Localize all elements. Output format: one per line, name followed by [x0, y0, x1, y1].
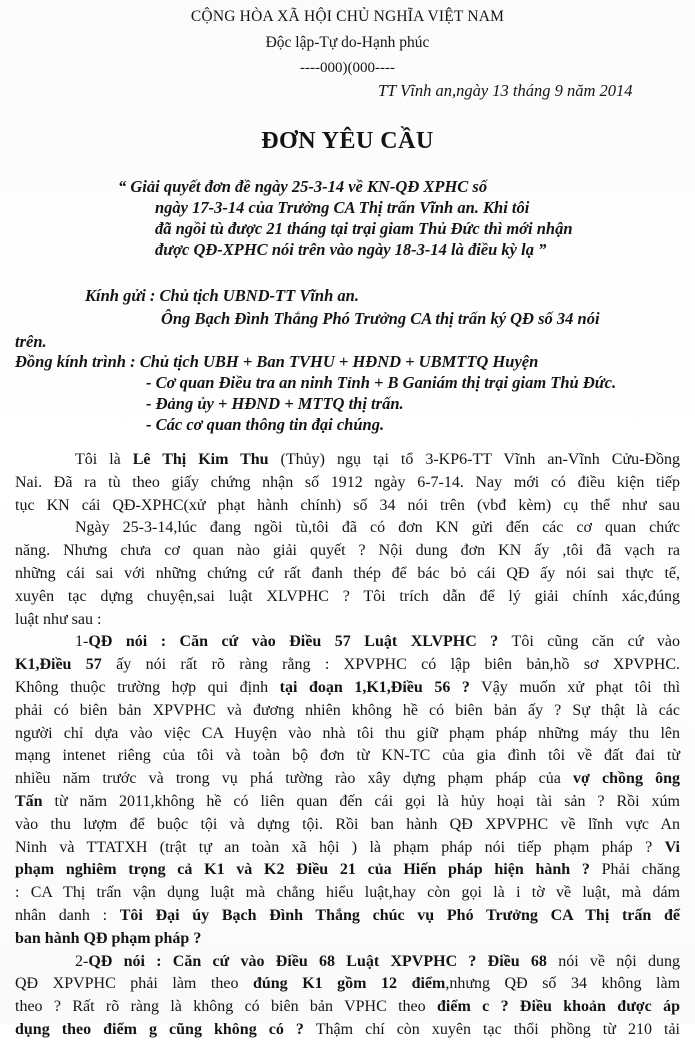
addressee-line: Kính gửi : Chủ tịch UBND-TT Vĩnh an.: [85, 286, 359, 305]
body-line: ban hành QĐ phạm pháp ?: [15, 929, 202, 947]
addressee-line: trên.: [15, 332, 47, 351]
cc-item: - Cơ quan Điều tra an ninh Tỉnh + B Ganiám thị trại giam Thủ Đức.: [146, 373, 617, 392]
body-line: Nai. Đã ra tù theo giấy chứng nhận số 1912 ngày 6-7-14. Nay mới có điều kiện tiếp: [15, 473, 680, 491]
body-line: năng. Nhưng chưa cơ quan nào giải quyết ? Nội dung đơn KN ấy ,tôi đã vạch ra: [15, 542, 680, 560]
subject-line: ngày 17-3-14 của Trưởng CA Thị trấn Vĩnh an. Khi tôi: [155, 198, 530, 217]
header-separator: ----000)(000----: [300, 60, 395, 76]
body-line: 1-QĐ nói : Căn cứ vào Điều 57 Luật XLVPHC ? Tôi cũng căn cứ vào: [75, 633, 681, 651]
body-line: nhân danh : Tôi Đại úy Bạch Đình Thắng chúc vụ Phó Trưởng CA Thị trấn để: [15, 906, 680, 924]
body-line: luật như sau :: [15, 610, 102, 628]
cc-line: Đồng kính trình : Chủ tịch UBH + Ban TVHU + HĐND + UBMTTQ Huyện: [15, 352, 539, 371]
body-line: phạm nghiêm trọng cả K1 và K2 Điều 21 của Hiến pháp hiện hành ? Phải chăng: [15, 861, 680, 879]
body-line: những cái sai với những chứng cứ rất đanh thép để bác bỏ cái QĐ ấy nói sai thực tế,: [15, 564, 680, 582]
body-line: người chỉ dựa vào việc CA Huyện vào nhà tôi thu giữ phạm pháp những máy thu lên: [15, 724, 680, 742]
paragraph-point-2: [15, 951, 680, 1042]
national-motto: Độc lập-Tự do-Hạnh phúc: [265, 34, 430, 51]
document-body: [15, 449, 680, 1042]
subject-line: “ Giải quyết đơn đề ngày 25-3-14 về KN-QĐ XPHC số: [118, 177, 488, 196]
cc-item: - Các cơ quan thông tin đại chúng.: [146, 415, 385, 434]
body-line: xuyên tạc dựng chuyện,sai luật XLVPHC ? Tôi trích dẫn để lý giải chính xác,đúng: [15, 587, 680, 605]
body-line: vào thu lượm để buộc tội và dựng tội. Rồi ban hành QĐ XPVPHC về lĩnh vực An: [15, 815, 680, 833]
body-line: theo ? Rất rõ ràng là không có biên bản VPHC theo điểm c ? Điều khoản được áp: [15, 998, 680, 1016]
body-line: dụng theo điểm g cũng không có ? Thậm chí còn xuyên tạc thổi phồng từ 210 tải: [15, 1020, 680, 1038]
body-line: phải có biên bản XPVPHC và đương nhiên không hề có biên bản ấy ? Sự thật là các: [15, 701, 680, 719]
body-line: 2-QĐ nói : Căn cứ vào Điều 68 Luật XPVPHC ? Điều 68 nói về nội dung: [75, 952, 680, 970]
subject-line: được QĐ-XPHC nói trên vào ngày 18-3-14 là điều kỳ lạ ”: [155, 240, 547, 259]
place-date: TT Vĩnh an,ngày 13 tháng 9 năm 2014: [378, 81, 633, 100]
body-line: Tấn từ năm 2011,không hề có liên quan đến cái gọi là hủy hoại tài sản ? Rồi xúm: [15, 792, 680, 810]
document-title: ĐƠN YÊU CẦU: [261, 128, 434, 154]
national-title: CỘNG HÒA XÃ HỘI CHỦ NGHĨA VIỆT NAM: [190, 8, 505, 25]
body-line: Ninh và TTATXH (trật tự an toàn xã hội ) là phạm pháp nói tiếp phạm pháp ? Vi: [15, 838, 680, 856]
body-line: tục KN cái QĐ-XPHC(xử phạt hành chính) số 34 nói trên (vbđ kèm) cụ thể như sau: [15, 496, 680, 514]
cc-item: - Đảng ủy + HĐND + MTTQ thị trấn.: [146, 394, 404, 413]
author-name: Lê Thị Kim Thu: [132, 451, 269, 468]
body-line: nhiều năm trước và trong vụ phá tường rào xây dựng phạm pháp của vợ chồng ông: [15, 770, 680, 788]
subject-line: đã ngồi tù được 21 tháng tại trại giam Thủ Đức thì mới nhận: [155, 219, 573, 238]
body-line: QĐ XPVPHC phải làm theo đúng K1 gồm 12 điểm,nhưng QĐ số 34 không làm: [15, 975, 681, 993]
body-line: : CA Thị trấn vận dụng luật mà chẳng hiểu luật,hay còn gọi là i tờ về luật, mà dám: [15, 884, 680, 902]
body-line: K1,Điều 57 ấy nói rất rõ ràng rằng : XPVPHC có lập biên bản,hồ sơ XPVPHC.: [15, 656, 680, 674]
body-line: Ngày 25-3-14,lúc đang ngồi tù,tôi đã có đơn KN gửi đến các cơ quan chức: [75, 519, 680, 537]
paragraph-complaint: [15, 517, 680, 631]
body-line: Không thuộc trường hợp qui định tại đoạn 1,K1,Điều 56 ? Vậy muốn xử phạt tôi thì: [15, 678, 681, 696]
addressee-line: Ông Bạch Đình Thắng Phó Trưởng CA thị trấn ký QĐ số 34 nói: [161, 309, 600, 328]
body-line: Tôi là Lê Thị Kim Thu (Thủy) ngụ tại tổ 3-KP6-TT Vĩnh an-Vĩnh Cửu-Đồng: [75, 451, 681, 468]
body-line: mạng intenet riêng của tôi và toàn bộ đơn từ KN-TC của gia đình tôi về đất đai từ: [15, 747, 680, 765]
paragraph-intro: [15, 449, 680, 517]
paragraph-point-1: [15, 631, 680, 950]
